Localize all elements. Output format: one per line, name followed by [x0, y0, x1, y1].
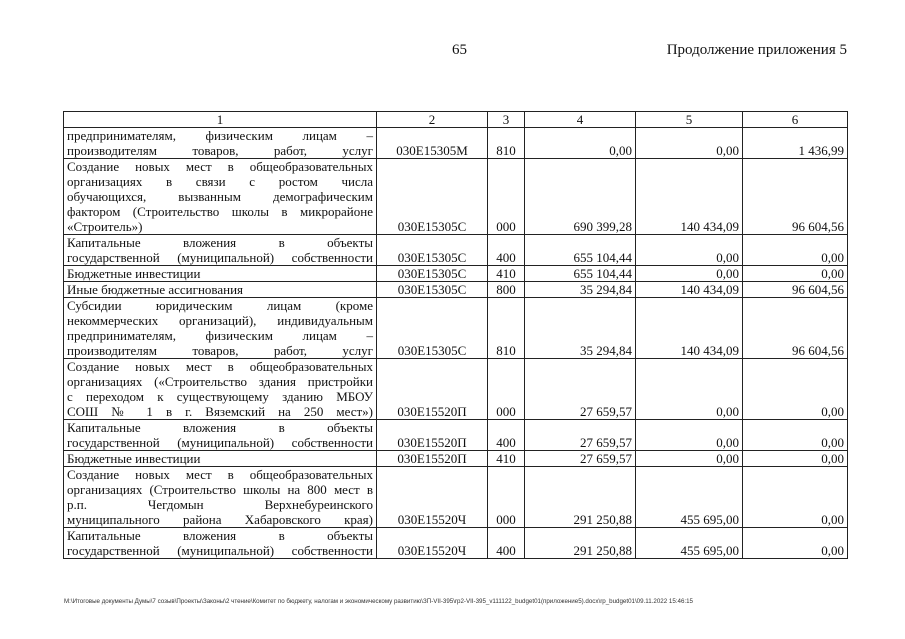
expense-type: 000: [488, 159, 525, 235]
item-name-line: «Строитель»): [67, 219, 143, 234]
item-name: [64, 298, 377, 359]
item-name-line: предпринимателям, физическим лицам –: [67, 128, 373, 143]
item-name-line: государственной (муниципальной) собственности: [67, 543, 373, 558]
item-name-line: Субсидии юридическим лицам (кроме: [67, 298, 373, 313]
budget-code: 030E15305С: [377, 282, 488, 298]
column-header: 5: [636, 112, 743, 128]
table-row: [64, 359, 848, 420]
budget-code: 030E15520П: [377, 359, 488, 420]
item-name-line: Создание новых мест в общеобразовательных: [67, 467, 373, 482]
budget-code: 030E15520Ч: [377, 467, 488, 528]
item-name-line: р.п. Чегдомын Верхнебуреинского: [67, 497, 373, 512]
budget-code: 030E15305С: [377, 298, 488, 359]
item-name: [64, 359, 377, 420]
value-col5: 0,00: [636, 266, 743, 282]
table-row: [64, 159, 848, 235]
value-col5: 0,00: [636, 359, 743, 420]
value-col4: 27 659,57: [525, 451, 636, 467]
item-name-line: муниципального района Хабаровского края): [67, 512, 373, 527]
value-col4: 655 104,44: [525, 266, 636, 282]
table-row: [64, 451, 848, 467]
item-name: [64, 159, 377, 235]
item-name: [64, 528, 377, 559]
continuation-label: Продолжение приложения 5: [666, 42, 847, 58]
item-name-line: фактором (Строительство школы в микрорайоне: [67, 204, 373, 219]
item-name-line: с переходом к существующему зданию МБОУ: [67, 389, 373, 404]
table-row: [64, 420, 848, 451]
expense-type: 810: [488, 128, 525, 159]
item-name: [64, 420, 377, 451]
value-col5: 0,00: [636, 420, 743, 451]
value-col4: 690 399,28: [525, 159, 636, 235]
item-name: [64, 235, 377, 266]
value-col5: 0,00: [636, 235, 743, 266]
budget-code: 030E15520П: [377, 451, 488, 467]
value-col6: 0,00: [743, 359, 848, 420]
value-col4: 27 659,57: [525, 420, 636, 451]
expense-type: 000: [488, 467, 525, 528]
expense-type: 400: [488, 528, 525, 559]
value-col4: 0,00: [525, 128, 636, 159]
item-name-line: Капитальные вложения в объекты: [67, 528, 373, 543]
column-header: 4: [525, 112, 636, 128]
value-col6: 1 436,99: [743, 128, 848, 159]
item-name: [64, 467, 377, 528]
item-name-line: организациях (Строительство школы на 800 мест в: [67, 482, 373, 497]
item-name-line: производителям товаров, работ, услуг: [67, 343, 373, 358]
item-name-line: обучающихся, вызванным демографическим: [67, 189, 373, 204]
item-name-line: Капитальные вложения в объекты: [67, 235, 373, 250]
value-col4: 35 294,84: [525, 298, 636, 359]
expense-type: 400: [488, 420, 525, 451]
value-col4: 35 294,84: [525, 282, 636, 298]
table-row: [64, 282, 848, 298]
value-col5: 455 695,00: [636, 467, 743, 528]
page-number: 65: [452, 42, 467, 58]
header-row: [64, 112, 848, 128]
expense-type: 410: [488, 266, 525, 282]
column-header: 6: [743, 112, 848, 128]
budget-code: 030E15305С: [377, 266, 488, 282]
budget-table: [63, 111, 848, 559]
value-col5: 0,00: [636, 128, 743, 159]
value-col5: 140 434,09: [636, 298, 743, 359]
item-name: [64, 266, 377, 282]
item-name-line: государственной (муниципальной) собственности: [67, 250, 373, 265]
table-row: [64, 528, 848, 559]
column-header: 3: [488, 112, 525, 128]
item-name-line: Создание новых мест в общеобразовательных: [67, 359, 373, 374]
budget-code: 030E15305М: [377, 128, 488, 159]
value-col4: 291 250,88: [525, 528, 636, 559]
expense-type: 410: [488, 451, 525, 467]
value-col5: 455 695,00: [636, 528, 743, 559]
value-col6: 0,00: [743, 467, 848, 528]
column-header: 1: [64, 112, 377, 128]
item-name-line: организациях в связи с ростом числа: [67, 174, 373, 189]
value-col4: 655 104,44: [525, 235, 636, 266]
item-name-line: Иные бюджетные ассигнования: [67, 282, 244, 297]
value-col6: 0,00: [743, 420, 848, 451]
value-col4: 291 250,88: [525, 467, 636, 528]
item-name-line: производителям товаров, работ, услуг: [67, 143, 373, 158]
budget-code: 030E15520Ч: [377, 528, 488, 559]
item-name: [64, 282, 377, 298]
value-col6: 0,00: [743, 235, 848, 266]
budget-code: 030E15305С: [377, 159, 488, 235]
table-row: [64, 298, 848, 359]
table-row: [64, 467, 848, 528]
item-name-line: предпринимателям, физическим лицам –: [67, 328, 373, 343]
table-row: [64, 128, 848, 159]
value-col5: 140 434,09: [636, 282, 743, 298]
budget-code: 030E15305С: [377, 235, 488, 266]
item-name-line: Бюджетные инвестиции: [67, 266, 201, 281]
file-path-footer: М:\Итоговые документы Думы\7 созыв\Проекты\Законы\2 чтение\Комитет по бюджету, налогам и экономическому развитию\ЗП-VII-395\rp2-VII-395_v111122_budget01(приложение5).docx\rp_budget01\09.11.2022 15:46:15: [64, 598, 693, 605]
item-name-line: организациях («Строительство здания пристройки: [67, 374, 373, 389]
expense-type: 810: [488, 298, 525, 359]
value-col6: 0,00: [743, 266, 848, 282]
value-col5: 0,00: [636, 451, 743, 467]
item-name-line: Капитальные вложения в объекты: [67, 420, 373, 435]
item-name-line: некоммерческих организаций), индивидуальным: [67, 313, 373, 328]
value-col4: 27 659,57: [525, 359, 636, 420]
column-header: 2: [377, 112, 488, 128]
value-col6: 0,00: [743, 528, 848, 559]
item-name-line: государственной (муниципальной) собственности: [67, 435, 373, 450]
expense-type: 800: [488, 282, 525, 298]
item-name: [64, 451, 377, 467]
item-name-line: СОШ № 1 в г. Вяземский на 250 мест»): [67, 404, 373, 419]
value-col6: 96 604,56: [743, 282, 848, 298]
value-col6: 96 604,56: [743, 159, 848, 235]
value-col5: 140 434,09: [636, 159, 743, 235]
item-name: [64, 128, 377, 159]
table-row: [64, 266, 848, 282]
value-col6: 0,00: [743, 451, 848, 467]
budget-code: 030E15520П: [377, 420, 488, 451]
expense-type: 400: [488, 235, 525, 266]
item-name-line: Бюджетные инвестиции: [67, 451, 201, 466]
table-row: [64, 235, 848, 266]
item-name-line: Создание новых мест в общеобразовательных: [67, 159, 373, 174]
value-col6: 96 604,56: [743, 298, 848, 359]
expense-type: 000: [488, 359, 525, 420]
